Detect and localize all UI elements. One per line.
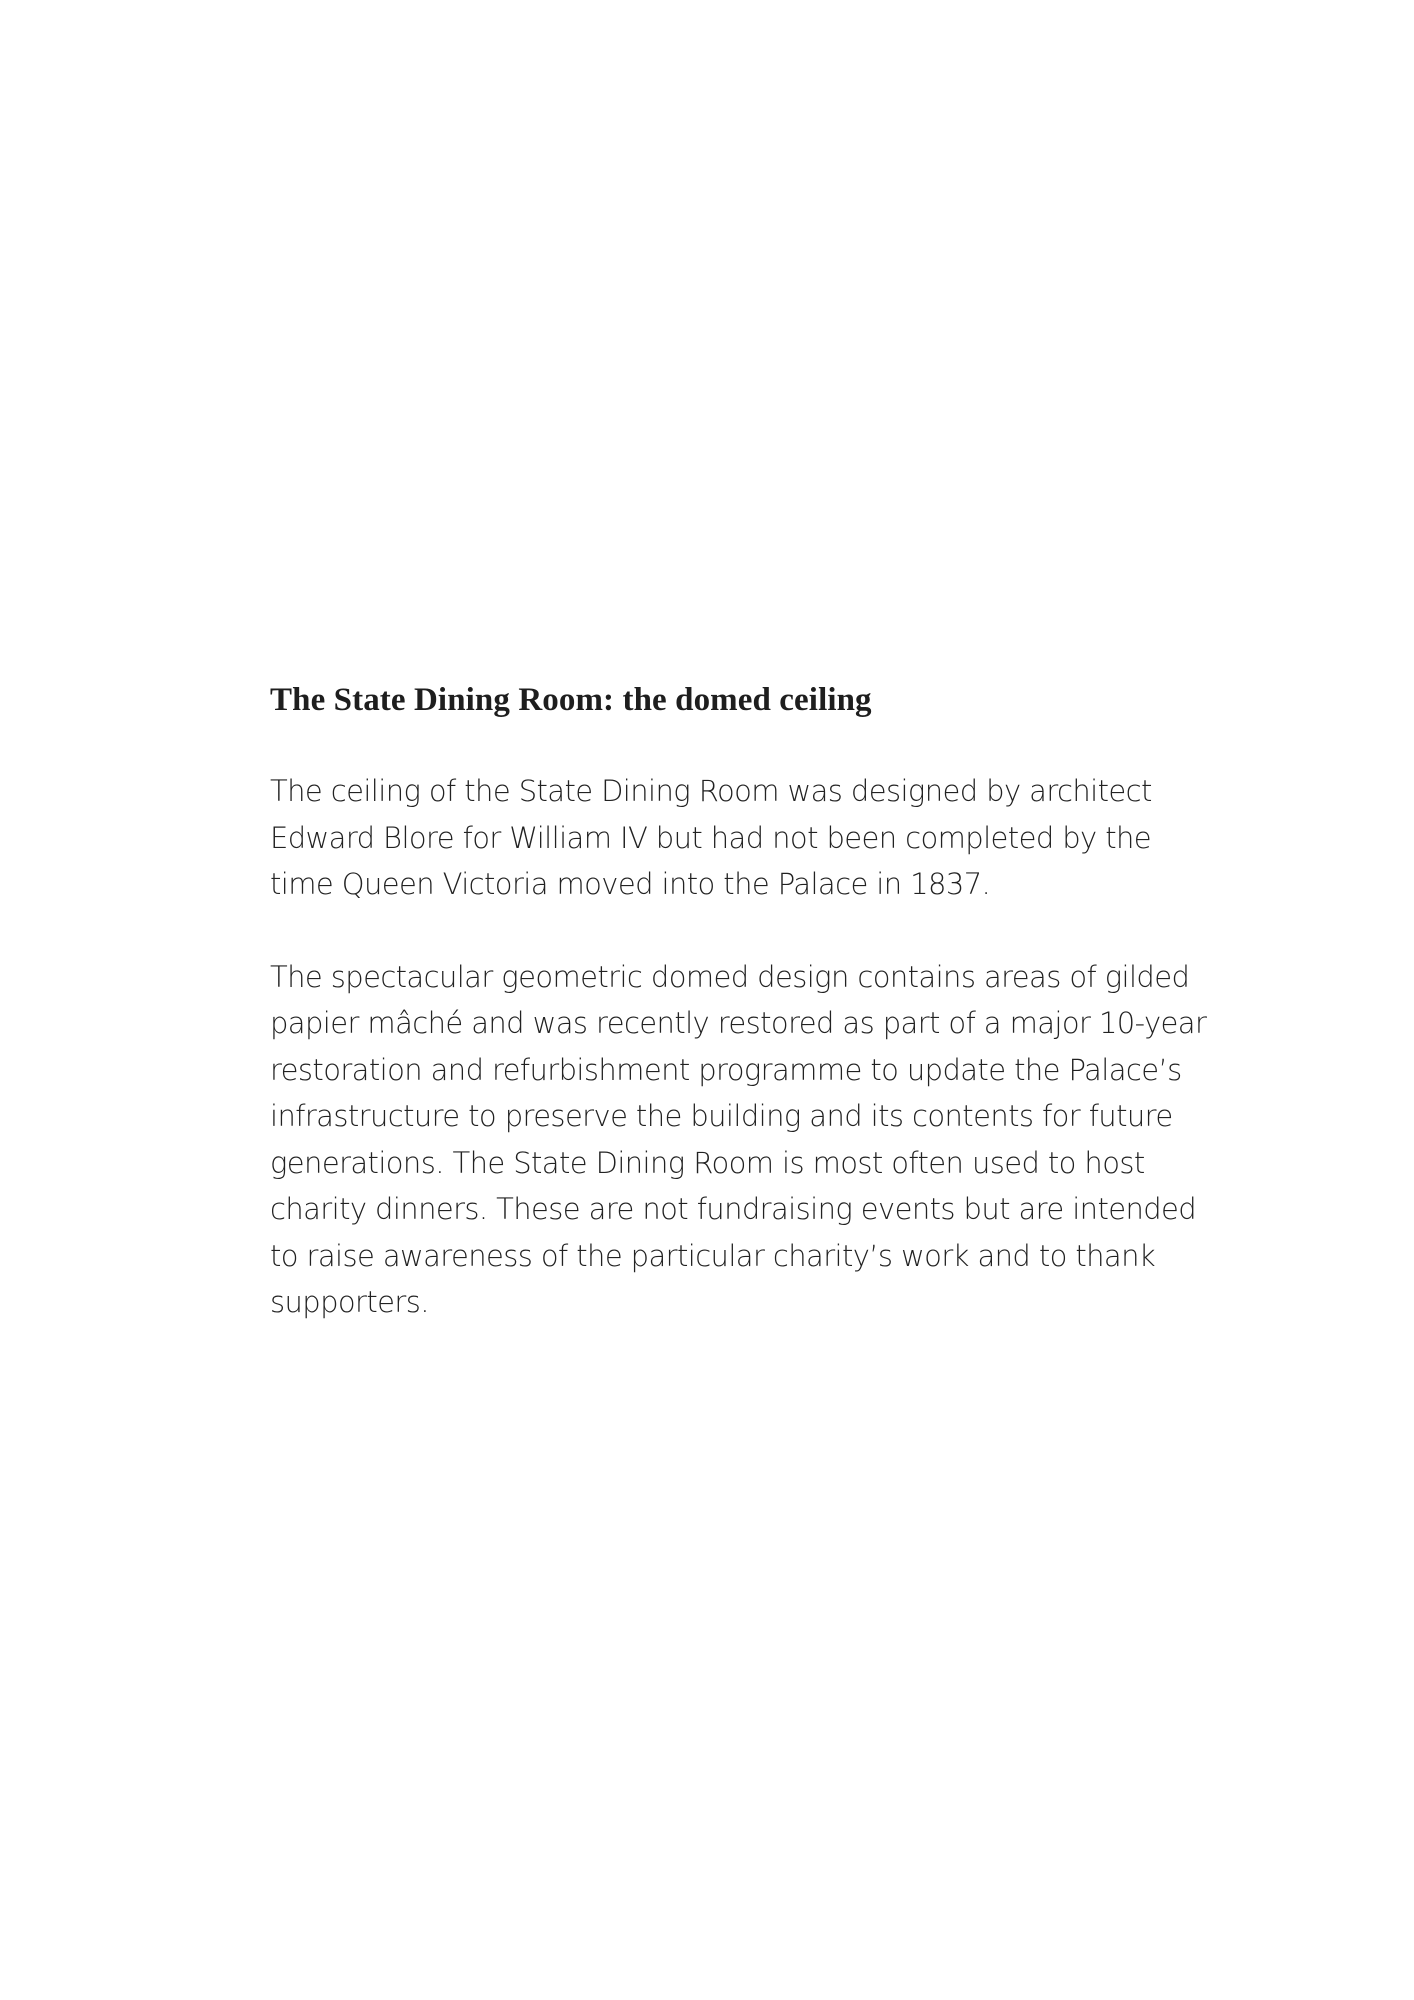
- paragraph-ceiling-history: [270, 768, 1170, 908]
- page-title: The State Dining Room: the domed ceiling: [270, 682, 872, 718]
- text-line: time Queen Victoria moved into the Palace in 1837.: [270, 867, 991, 901]
- text-line: infrastructure to preserve the building and its contents for future: [270, 1099, 1173, 1133]
- text-line: The spectacular geometric domed design contains areas of gilded: [270, 959, 1190, 994]
- document-content: [270, 672, 1207, 1326]
- text-line: papier mâché and was recently restored as part of a major 10-year: [270, 1006, 1207, 1040]
- text-line: restoration and refurbishment programme to update the Palace’s: [270, 1052, 1182, 1087]
- text-line: generations. The State Dining Room is most often used to host: [270, 1145, 1145, 1180]
- text-line: to raise awareness of the particular charity’s work and to thank: [270, 1238, 1156, 1273]
- text-line: charity dinners. These are not fundraising events but are intended: [270, 1192, 1197, 1226]
- text-line: Edward Blore for William IV but had not been completed by the: [270, 820, 1152, 855]
- text-line: supporters.: [270, 1285, 429, 1319]
- paragraph-dome-design: [270, 954, 1207, 1326]
- text-line: The ceiling of the State Dining Room was designed by architect: [270, 774, 1152, 808]
